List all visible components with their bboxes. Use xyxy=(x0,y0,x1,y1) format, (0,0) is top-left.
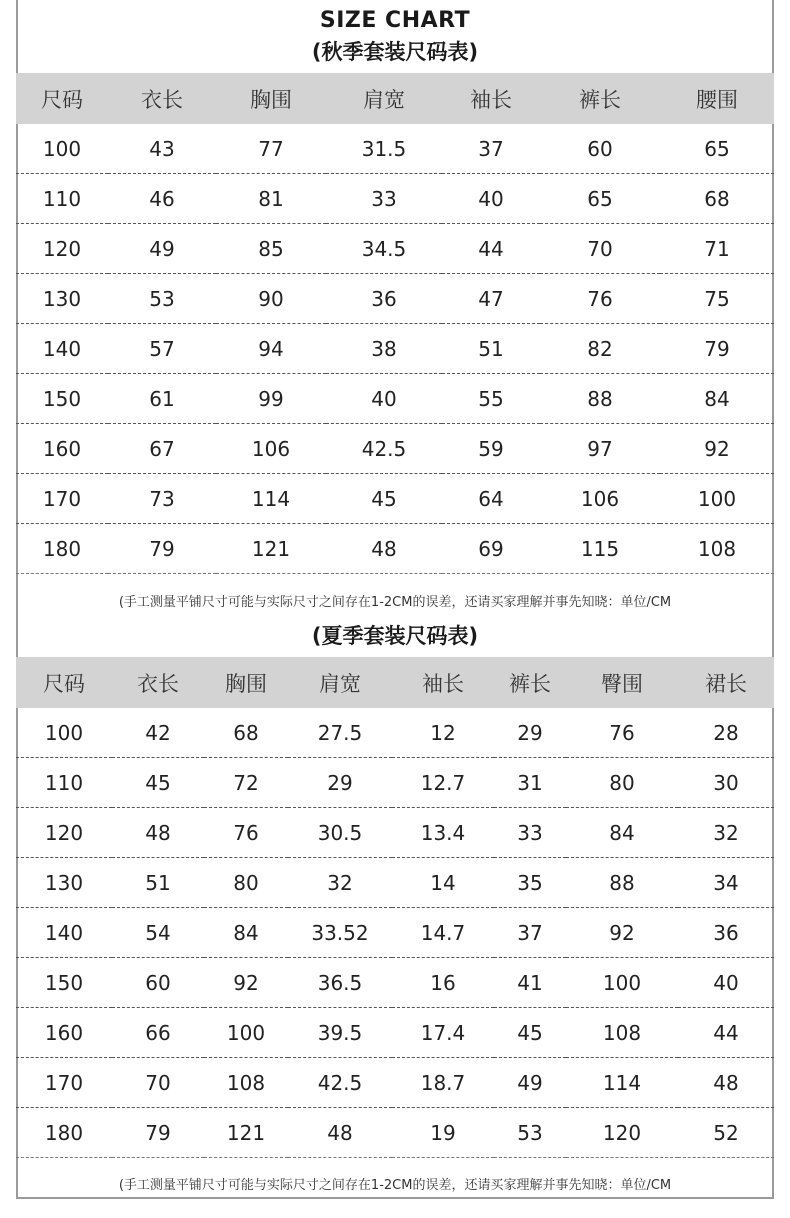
table-cell: 42.5 xyxy=(326,424,442,474)
table-cell: 81 xyxy=(216,174,326,224)
table-cell: 34.5 xyxy=(326,224,442,274)
summer-table-title: (夏季套装尺码表) xyxy=(311,624,479,648)
table-cell: 19 xyxy=(392,1108,494,1158)
table-cell: 121 xyxy=(204,1108,288,1158)
table-cell: 71 xyxy=(660,224,774,274)
table-cell: 65 xyxy=(660,124,774,174)
table-cell: 100 xyxy=(566,958,678,1008)
table-cell: 114 xyxy=(566,1058,678,1108)
table-cell: 55 xyxy=(442,374,540,424)
table-cell: 85 xyxy=(216,224,326,274)
table-cell: 180 xyxy=(16,1108,112,1158)
column-header: 袖长 xyxy=(442,73,540,124)
table-cell: 33.52 xyxy=(288,908,392,958)
table-cell: 84 xyxy=(204,908,288,958)
table-cell: 40 xyxy=(442,174,540,224)
table-row xyxy=(16,424,774,474)
table-cell: 29 xyxy=(288,758,392,808)
table-cell: 79 xyxy=(108,524,216,574)
table-row xyxy=(16,174,774,224)
table-cell: 45 xyxy=(494,1008,566,1058)
table-cell: 108 xyxy=(660,524,774,574)
table-cell: 42 xyxy=(112,708,204,758)
table-cell: 46 xyxy=(108,174,216,224)
table-row xyxy=(16,324,774,374)
table-cell: 97 xyxy=(540,424,660,474)
page-title: SIZE CHART xyxy=(319,8,471,33)
table-cell: 84 xyxy=(660,374,774,424)
column-header: 袖长 xyxy=(392,657,494,708)
table-cell: 94 xyxy=(216,324,326,374)
table-cell: 48 xyxy=(288,1108,392,1158)
table-cell: 65 xyxy=(540,174,660,224)
table-cell: 110 xyxy=(16,758,112,808)
table-cell: 106 xyxy=(216,424,326,474)
table-row xyxy=(16,474,774,524)
table-cell: 77 xyxy=(216,124,326,174)
table-cell: 110 xyxy=(16,174,108,224)
table-cell: 130 xyxy=(16,274,108,324)
table-cell: 82 xyxy=(540,324,660,374)
table-cell: 88 xyxy=(540,374,660,424)
table-cell: 80 xyxy=(566,758,678,808)
table-cell: 106 xyxy=(540,474,660,524)
column-header: 裤长 xyxy=(494,657,566,708)
table-row xyxy=(16,758,774,808)
table-cell: 70 xyxy=(540,224,660,274)
table-row xyxy=(16,1108,774,1158)
table-cell: 48 xyxy=(678,1058,774,1108)
summer-size-table xyxy=(16,657,774,1158)
column-header: 裙长 xyxy=(678,657,774,708)
table-row xyxy=(16,958,774,1008)
table-cell: 51 xyxy=(442,324,540,374)
table-cell: 100 xyxy=(660,474,774,524)
column-header: 尺码 xyxy=(16,657,112,708)
table-cell: 76 xyxy=(204,808,288,858)
table-cell: 84 xyxy=(566,808,678,858)
table-cell: 51 xyxy=(112,858,204,908)
column-header: 腰围 xyxy=(660,73,774,124)
table-cell: 33 xyxy=(326,174,442,224)
column-header: 裤长 xyxy=(540,73,660,124)
table-cell: 88 xyxy=(566,858,678,908)
table-cell: 66 xyxy=(112,1008,204,1058)
table-cell: 99 xyxy=(216,374,326,424)
table-cell: 54 xyxy=(112,908,204,958)
table-cell: 76 xyxy=(566,708,678,758)
column-header: 衣长 xyxy=(112,657,204,708)
table-cell: 12 xyxy=(392,708,494,758)
table-row xyxy=(16,1058,774,1108)
table-cell: 47 xyxy=(442,274,540,324)
table-cell: 39.5 xyxy=(288,1008,392,1058)
table-row xyxy=(16,374,774,424)
table-row xyxy=(16,708,774,758)
table-cell: 32 xyxy=(288,858,392,908)
table-cell: 160 xyxy=(16,1008,112,1058)
column-header: 胸围 xyxy=(204,657,288,708)
table-cell: 32 xyxy=(678,808,774,858)
table-cell: 80 xyxy=(204,858,288,908)
table-cell: 72 xyxy=(204,758,288,808)
table-header-row xyxy=(16,657,774,708)
table-cell: 53 xyxy=(108,274,216,324)
table-cell: 180 xyxy=(16,524,108,574)
table-cell: 92 xyxy=(566,908,678,958)
table-cell: 150 xyxy=(16,374,108,424)
table-cell: 92 xyxy=(660,424,774,474)
table-cell: 100 xyxy=(204,1008,288,1058)
table-cell: 44 xyxy=(678,1008,774,1058)
table-row xyxy=(16,524,774,574)
table-cell: 76 xyxy=(540,274,660,324)
table-cell: 40 xyxy=(678,958,774,1008)
table-cell: 12.7 xyxy=(392,758,494,808)
table-cell: 14 xyxy=(392,858,494,908)
table-cell: 43 xyxy=(108,124,216,174)
table-cell: 120 xyxy=(566,1108,678,1158)
table-cell: 60 xyxy=(112,958,204,1008)
column-header: 臀围 xyxy=(566,657,678,708)
table-cell: 108 xyxy=(204,1058,288,1108)
table-cell: 13.4 xyxy=(392,808,494,858)
table-cell: 31.5 xyxy=(326,124,442,174)
table-cell: 36 xyxy=(326,274,442,324)
table-cell: 36.5 xyxy=(288,958,392,1008)
table-cell: 70 xyxy=(112,1058,204,1108)
table-cell: 41 xyxy=(494,958,566,1008)
table-row xyxy=(16,124,774,174)
table-cell: 150 xyxy=(16,958,112,1008)
table-header-row xyxy=(16,73,774,124)
table-cell: 79 xyxy=(112,1108,204,1158)
table-cell: 61 xyxy=(108,374,216,424)
column-header: 肩宽 xyxy=(288,657,392,708)
table-cell: 18.7 xyxy=(392,1058,494,1108)
table-cell: 30 xyxy=(678,758,774,808)
table-cell: 64 xyxy=(442,474,540,524)
table-cell: 48 xyxy=(326,524,442,574)
table-cell: 29 xyxy=(494,708,566,758)
column-header: 肩宽 xyxy=(326,73,442,124)
table-cell: 79 xyxy=(660,324,774,374)
table-cell: 48 xyxy=(112,808,204,858)
table-cell: 27.5 xyxy=(288,708,392,758)
table-cell: 120 xyxy=(16,808,112,858)
table-cell: 36 xyxy=(678,908,774,958)
table-cell: 45 xyxy=(112,758,204,808)
table-cell: 35 xyxy=(494,858,566,908)
table-cell: 68 xyxy=(660,174,774,224)
column-header: 衣长 xyxy=(108,73,216,124)
table-row xyxy=(16,808,774,858)
table-cell: 33 xyxy=(494,808,566,858)
table-row xyxy=(16,224,774,274)
table-cell: 37 xyxy=(442,124,540,174)
table-cell: 68 xyxy=(204,708,288,758)
table-cell: 100 xyxy=(16,708,112,758)
table-cell: 30.5 xyxy=(288,808,392,858)
summer-measure-note: (手工测量平铺尺寸可能与实际尺寸之间存在1-2CM的误差，还请买家理解并事先知晓：单位/CM xyxy=(118,1178,672,1193)
table-cell: 37 xyxy=(494,908,566,958)
table-cell: 17.4 xyxy=(392,1008,494,1058)
table-cell: 67 xyxy=(108,424,216,474)
table-cell: 121 xyxy=(216,524,326,574)
table-cell: 140 xyxy=(16,324,108,374)
table-cell: 170 xyxy=(16,474,108,524)
table-cell: 59 xyxy=(442,424,540,474)
table-cell: 170 xyxy=(16,1058,112,1108)
table-cell: 34 xyxy=(678,858,774,908)
table-cell: 38 xyxy=(326,324,442,374)
column-header: 胸围 xyxy=(216,73,326,124)
table-cell: 53 xyxy=(494,1108,566,1158)
column-header: 尺码 xyxy=(16,73,108,124)
table-cell: 40 xyxy=(326,374,442,424)
table-cell: 90 xyxy=(216,274,326,324)
table-cell: 14.7 xyxy=(392,908,494,958)
table-cell: 45 xyxy=(326,474,442,524)
table-cell: 49 xyxy=(494,1058,566,1108)
autumn-size-table xyxy=(16,73,774,574)
table-cell: 69 xyxy=(442,524,540,574)
table-cell: 52 xyxy=(678,1108,774,1158)
table-cell: 31 xyxy=(494,758,566,808)
table-cell: 140 xyxy=(16,908,112,958)
table-row xyxy=(16,1008,774,1058)
table-row xyxy=(16,858,774,908)
table-cell: 114 xyxy=(216,474,326,524)
table-cell: 108 xyxy=(566,1008,678,1058)
table-cell: 57 xyxy=(108,324,216,374)
table-cell: 73 xyxy=(108,474,216,524)
table-cell: 92 xyxy=(204,958,288,1008)
table-cell: 44 xyxy=(442,224,540,274)
table-cell: 28 xyxy=(678,708,774,758)
table-cell: 160 xyxy=(16,424,108,474)
table-cell: 49 xyxy=(108,224,216,274)
table-cell: 115 xyxy=(540,524,660,574)
table-cell: 75 xyxy=(660,274,774,324)
table-cell: 60 xyxy=(540,124,660,174)
table-row xyxy=(16,908,774,958)
autumn-table-title: (秋季套装尺码表) xyxy=(311,40,479,64)
autumn-measure-note: (手工测量平铺尺寸可能与实际尺寸之间存在1-2CM的误差，还请买家理解并事先知晓：单位/CM xyxy=(118,595,672,610)
table-row xyxy=(16,274,774,324)
table-cell: 42.5 xyxy=(288,1058,392,1108)
table-cell: 16 xyxy=(392,958,494,1008)
table-cell: 120 xyxy=(16,224,108,274)
table-cell: 130 xyxy=(16,858,112,908)
table-cell: 100 xyxy=(16,124,108,174)
